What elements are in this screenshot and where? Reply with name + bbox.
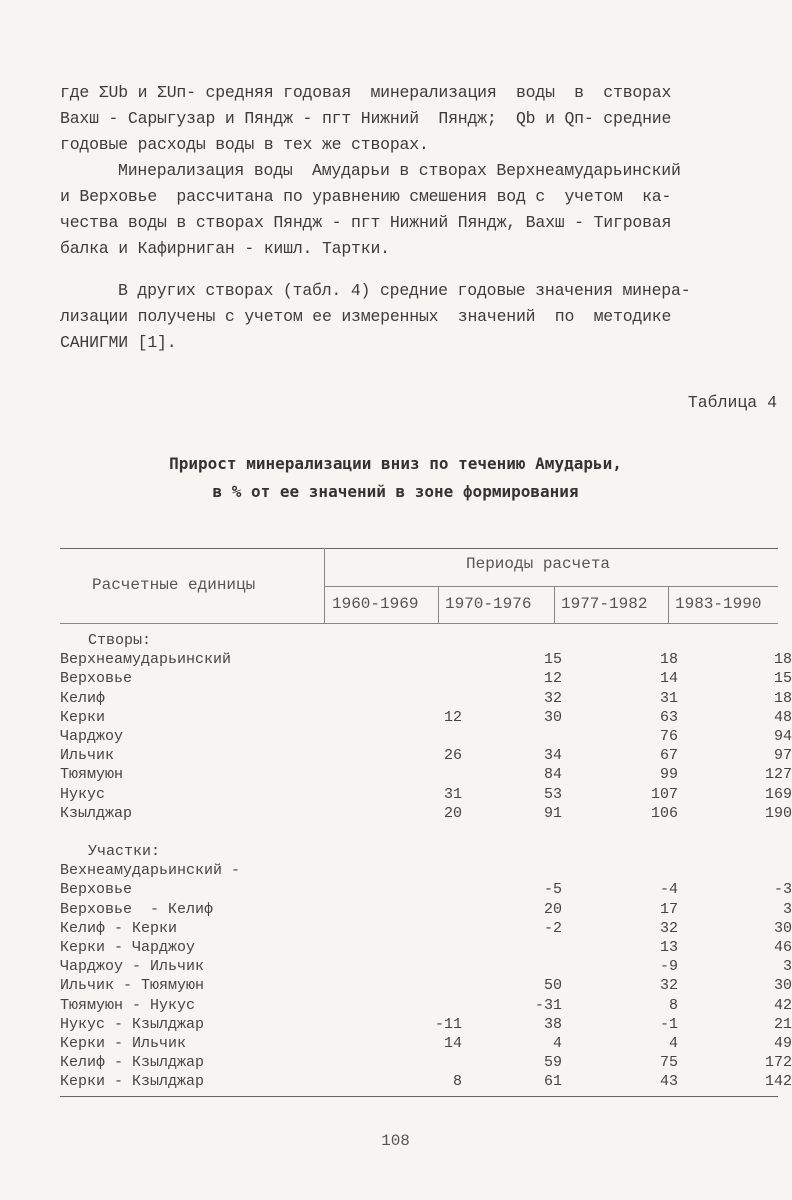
table-cell: 30: [773, 977, 792, 995]
table-cell: 97: [773, 747, 792, 765]
table-cell: 31: [443, 785, 462, 803]
page-number: 108: [381, 1132, 410, 1150]
table-row: [60, 765, 792, 784]
paragraph-line: Вахш - Сарыгузар и Пяндж - пгт Нижний Пяндж; Qb и Qп- средние: [60, 109, 672, 128]
group-header: Периоды расчета: [466, 555, 611, 573]
table-cell: 172: [764, 1054, 792, 1072]
table-cell: 31: [659, 689, 678, 707]
table-cell: 53: [543, 785, 562, 803]
table-row: [60, 919, 792, 938]
period-divider-1: [438, 587, 439, 623]
table-caption-line-2: в % от ее значений в зоне формирования: [212, 482, 579, 501]
table-row: [60, 708, 792, 727]
table-cell: 94: [773, 727, 792, 745]
table-cell: 13: [659, 939, 678, 956]
paragraph-line: годовые расходы воды в тех же створах.: [60, 135, 429, 154]
paragraph: [60, 278, 778, 356]
table-row: [60, 1015, 792, 1034]
table-cell: 3: [782, 900, 792, 918]
table-cell: 48: [773, 708, 792, 726]
period-header-3: 1977-1982: [561, 595, 648, 613]
row-label: Ильчик: [60, 747, 115, 765]
table-row: [60, 938, 792, 957]
table-cell: 46: [773, 939, 792, 956]
row-label: Вехнеамударьинский -: [60, 862, 241, 880]
paragraph-line: лизации получены с учетом ее измеренных значений по методике: [60, 307, 672, 326]
paragraph: [60, 158, 778, 262]
table-cell: 59: [543, 1054, 562, 1072]
row-label: Нукус: [60, 785, 106, 803]
table-cell: -2: [543, 919, 562, 937]
table-cell: 20: [443, 804, 462, 822]
period-header-2: 1970-1976: [445, 595, 532, 613]
table-cell: 12: [543, 670, 562, 688]
table-cell: -3: [773, 881, 792, 899]
row-label: Тюямуюн - Нукус: [60, 996, 196, 1014]
table-number: Таблица 4: [687, 393, 777, 412]
table-row: [60, 746, 792, 765]
row-label: Чарджоу: [60, 727, 124, 745]
table-cell: -4: [659, 881, 678, 899]
table-cell: 4: [552, 1034, 562, 1052]
row-label: Келиф: [60, 689, 106, 707]
table-cell: -31: [534, 996, 562, 1014]
table-cell: 21: [773, 1015, 792, 1033]
paragraph-line: Минерализация воды Амударьи в створах Верхнеамударьинский: [118, 161, 681, 180]
table-row: [60, 650, 792, 669]
table-cell: 61: [543, 1073, 562, 1091]
paragraph-line: и Верховье рассчитана по уравнению смешения вод с учетом ка-: [60, 187, 672, 206]
table-cell: 18: [773, 689, 792, 707]
table-row: [60, 957, 792, 976]
table-cell: -1: [659, 1015, 678, 1033]
period-divider-2: [554, 587, 555, 623]
table-cell: 30: [773, 919, 792, 937]
table-cell: 67: [659, 747, 678, 765]
table-cell: 20: [543, 900, 562, 918]
table-bottom-rule: [60, 1096, 778, 1097]
row-label: Керки - Ильчик: [60, 1034, 187, 1052]
table-cell: 15: [773, 670, 792, 688]
table-caption-line-1: Прирост минерализации вниз по течению Амударьи,: [169, 454, 622, 473]
period-header-1: 1960-1969: [332, 595, 419, 613]
row-label: Верховье: [60, 881, 133, 899]
table-row: [60, 976, 792, 995]
header-divider: [324, 548, 325, 623]
table-row: [60, 1072, 792, 1091]
table-row: [60, 727, 792, 746]
table-row: [60, 669, 792, 688]
table-cell: 18: [659, 651, 678, 669]
row-label: Верховье - Келиф: [60, 900, 214, 918]
row-label: Верхнеамударьинский: [60, 651, 232, 669]
table-cell: 38: [543, 1015, 562, 1033]
paragraph-line: где ΣUb и ΣUп- средняя годовая минерализация воды в створах: [60, 83, 672, 102]
paragraph-line: чества воды в створах Пяндж - пгт Нижний Пяндж, Вахш - Тигровая: [60, 213, 672, 232]
table-cell: 75: [659, 1054, 678, 1072]
table-cell: 15: [543, 651, 562, 669]
table-cell: 63: [659, 708, 678, 726]
table-cell: 32: [659, 977, 678, 995]
table-cell: -11: [434, 1015, 462, 1033]
table-cell: 76: [659, 727, 678, 745]
row-label: Чарджоу - Ильчик: [60, 958, 205, 976]
table-cell: 34: [543, 747, 562, 765]
paragraph-line: балка и Кафирниган - кишл. Тартки.: [60, 239, 390, 258]
paragraph: [60, 80, 778, 158]
period-header-4: 1983-1990: [675, 595, 762, 613]
header-bottom-rule: [60, 623, 778, 624]
table-cell: 127: [764, 766, 792, 784]
row-label: Тюямуюн: [60, 766, 124, 784]
table-cell: 14: [443, 1034, 462, 1052]
table-cell: 32: [659, 919, 678, 937]
table-cell: 106: [650, 804, 678, 822]
table-cell: 43: [659, 1073, 678, 1091]
table-row: [60, 1034, 792, 1053]
table-row: [60, 785, 792, 804]
row-label: Нукус - Кзылджар: [60, 1015, 205, 1033]
table-cell: 12: [443, 708, 462, 726]
table-cell: 169: [764, 785, 792, 803]
table-row: [60, 804, 792, 823]
table-cell: 17: [659, 900, 678, 918]
table-cell: 107: [650, 785, 678, 803]
table-cell: 190: [764, 804, 792, 822]
table-cell: 3: [782, 958, 792, 976]
row-header: Расчетные единицы: [92, 576, 256, 594]
group-label: Створы:: [88, 632, 152, 649]
table-cell: 18: [773, 651, 792, 669]
period-header-rule: [324, 586, 778, 587]
table-cell: 32: [543, 689, 562, 707]
table-row: [60, 842, 778, 861]
row-label: Керки - Кзылджар: [60, 1073, 205, 1091]
table-cell: -5: [543, 881, 562, 899]
table-cell: 14: [659, 670, 678, 688]
row-label: Верховье: [60, 670, 133, 688]
table-cell: 84: [543, 766, 562, 784]
table-row: [60, 900, 792, 919]
table-row: [60, 689, 792, 708]
table-cell: 99: [659, 766, 678, 784]
table-cell: 42: [773, 996, 792, 1014]
table-row: [60, 880, 792, 899]
row-label: Керки - Чарджоу: [60, 939, 196, 956]
paragraph-line: В других створах (табл. 4) средние годовые значения минера-: [118, 281, 691, 300]
table-row: [60, 1053, 792, 1072]
table-row: [60, 823, 778, 842]
table-body: [60, 631, 792, 1092]
table-cell: 8: [452, 1073, 462, 1091]
table-cell: 8: [668, 996, 678, 1014]
table-cell: 49: [773, 1034, 792, 1052]
row-label: Керки: [60, 708, 106, 726]
group-label: Участки:: [88, 843, 161, 861]
row-label: Келиф - Кзылджар: [60, 1054, 205, 1072]
table-row: [60, 631, 778, 650]
period-divider-3: [668, 587, 669, 623]
table-cell: -9: [659, 958, 678, 976]
table-cell: 142: [764, 1073, 792, 1091]
table-cell: 50: [543, 977, 562, 995]
row-label: Келиф - Керки: [60, 919, 178, 937]
row-label: Кзылджар: [60, 804, 133, 822]
table-row: [60, 996, 792, 1015]
table-row: [60, 861, 778, 880]
table-top-rule: [60, 548, 778, 549]
table-cell: 91: [543, 804, 562, 822]
row-label: Ильчик - Тюямуюн: [60, 977, 205, 995]
table-cell: 4: [668, 1034, 678, 1052]
table-cell: 26: [443, 747, 462, 765]
table-cell: 30: [543, 708, 562, 726]
paragraph-line: САНИГМИ [1].: [60, 333, 177, 352]
